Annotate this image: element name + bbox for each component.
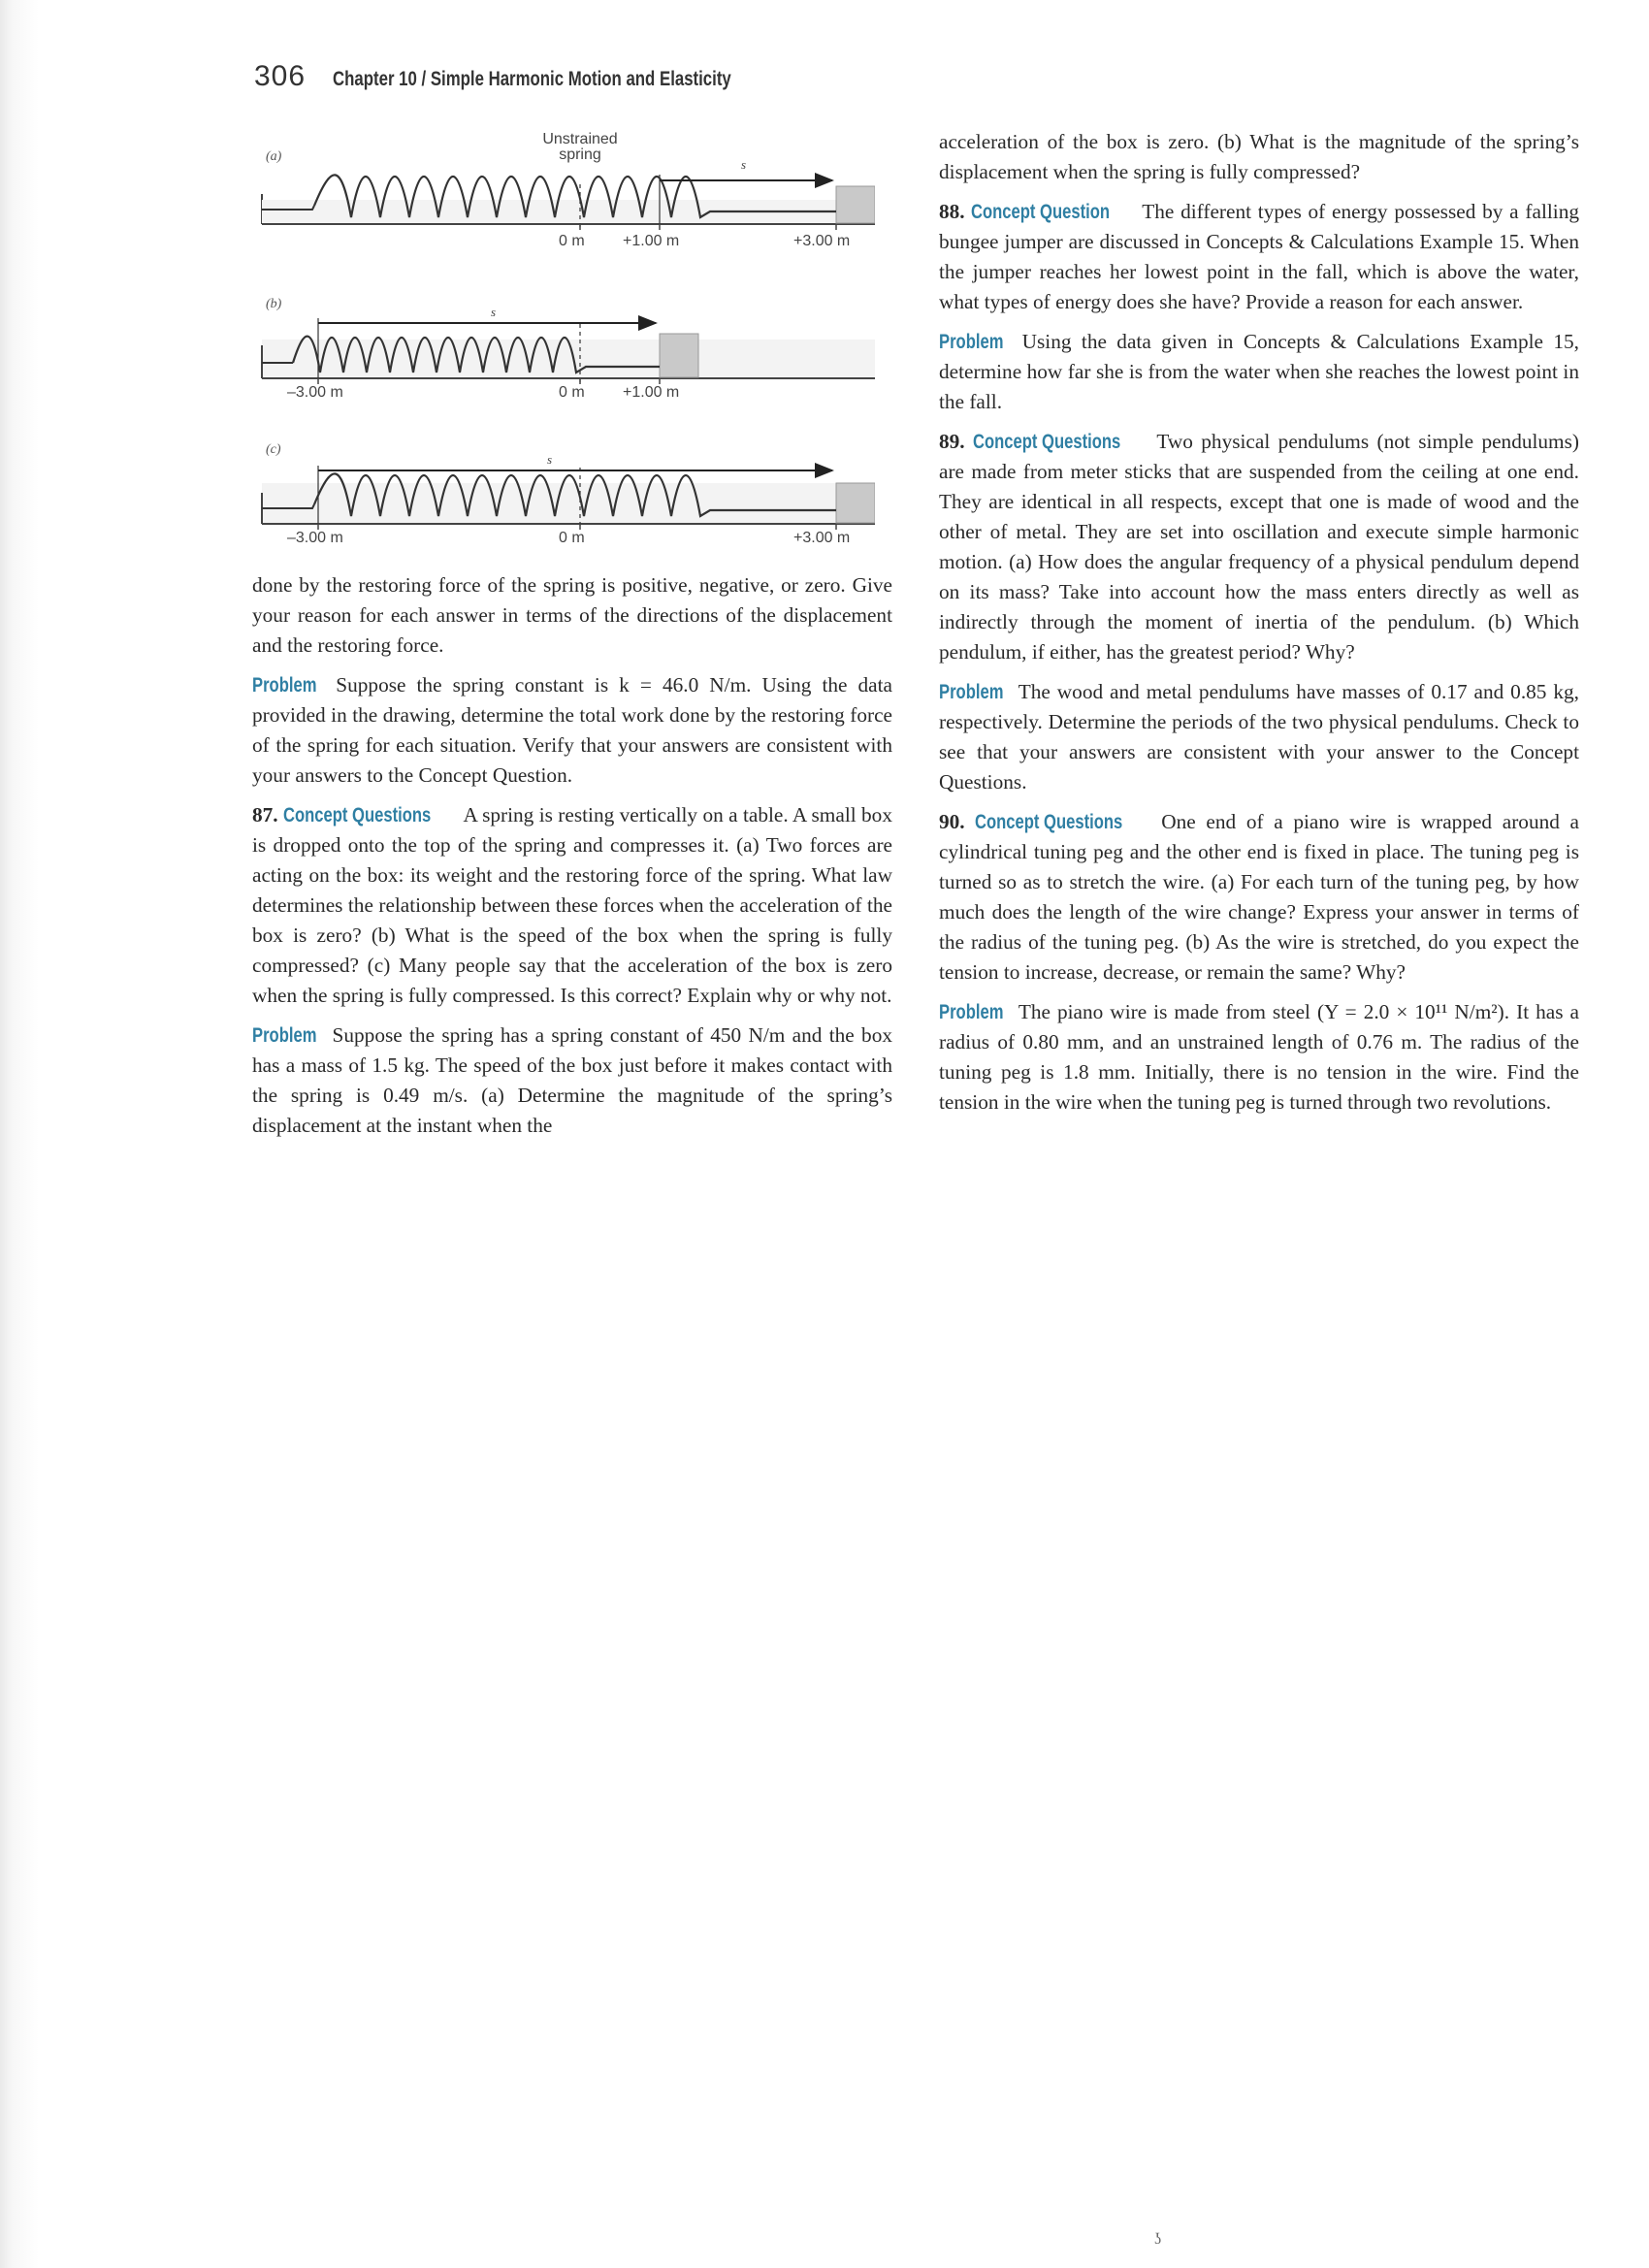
panel-c-drawing (262, 466, 875, 530)
running-header (254, 60, 831, 99)
problem-89 (939, 677, 1579, 797)
problem-text: Using the data given in Concepts & Calculations Example 15, determine how far she is from the water when she reaches the lowest point in the fall. (939, 330, 1580, 413)
question-text: One end of a piano wire is wrapped around a cylindrical tuning peg and the other end is fixed in place. The tuning peg is turned so as to stretch the wire. (a) For each turn of the tuning peg, by how much does the length of the wire change? Express your answer in terms of the radius of the tuning peg. (b) As the wire is stretched, do you expect the tension to increase, decrease, or remain the same? Why? (939, 810, 1580, 984)
spring-diagram (254, 124, 875, 551)
footer-mark: ʖ (1154, 2231, 1162, 2248)
panel-a-tick-1: +1.00 m (623, 233, 680, 249)
panel-b-drawing (262, 318, 875, 384)
panel-b-tick-2: +1.00 m (623, 384, 680, 401)
problem-text: The wood and metal pendulums have masses of 0.17 and 0.85 kg, respectively. Determine the periods of the two physical pendulums. Check to see that your answers are consistent with your answer to the Concept Questions. (939, 680, 1579, 794)
problem-text: The piano wire is made from steel (Y = 2.0 × 10¹¹ N/m²). It has a radius of 0.80 mm, and an unstrained length of 0.76 m. The radius of the tuning peg is 1.8 mm. Initially, there is no tension in the wire. Find the tension in the wire when the tuning peg is turned through two revolutions. (939, 1000, 1579, 1114)
problem-label: Problem (939, 330, 1004, 353)
panel-b-tick-0: –3.00 m (287, 384, 343, 401)
problem-text: Suppose the spring constant is k = 46.0 N/m. Using the data provided in the drawing, determine the total work done by the restoring force of the spring for each situation. Verify that your answers are consistent with your answers to the Concept Question. (252, 673, 892, 787)
problem-text: Suppose the spring has a spring constant of 450 N/m and the box has a mass of 1.5 kg. The speed of the box just before it makes contact with the spring is 0.49 m/s. (a) Determine the magnitude of the spring’s displacement at the instant when the (252, 1023, 892, 1137)
panel-c-tick-1: 0 m (559, 530, 585, 546)
left-column (252, 570, 892, 1150)
panel-b-label: (b) (266, 297, 282, 311)
question-text: The different types of energy possessed by a falling bungee jumper are discussed in Concepts & Calculations Example 15. When the jumper reaches her lowest point in the fall, which is above the water, what types of energy does she have? Provide a reason for each answer. (939, 200, 1579, 313)
panel-a-label: (a) (266, 149, 282, 164)
spring-figure (254, 124, 875, 551)
question-text: Two physical pendulums (not simple pendulums) are made from meter sticks that are suspended from the ceiling at one end. They are identical in all respects, except that one is made of wood and the other of metal. They are set into oscillation and execute simple harmonic motion. (a) How does the angular frequency of a physical pendulum depend on its mass? Take into account how the mass enters directly as well as indirectly through the moment of inertia of the pendulum. (b) Which pendulum, if either, has the greatest period? Why? (939, 430, 1580, 664)
question-90 (939, 807, 1579, 988)
problem-90 (939, 997, 1579, 1118)
continuation-paragraph: done by the restoring force of the spring is positive, negative, or zero. Give your reason for each answer in terms of the directions of the displacement and the restoring force. (252, 573, 892, 657)
problem-label: Problem (939, 680, 1004, 703)
problem-label: Problem (939, 1000, 1004, 1023)
problem-label: Problem (252, 1023, 317, 1047)
panel-a-displacement-label: s (741, 157, 747, 172)
panel-c-tick-2: +3.00 m (793, 530, 851, 546)
panel-b-tick-1: 0 m (559, 384, 585, 401)
question-89 (939, 427, 1579, 667)
panel-a-tick-2: +3.00 m (793, 233, 851, 249)
question-number: 89. (939, 430, 965, 453)
panel-a-drawing (262, 175, 875, 231)
problem-87 (252, 1021, 892, 1141)
panel-a-tick-0: 0 m (559, 233, 585, 249)
page-number: 306 (254, 60, 307, 92)
question-number: 90. (939, 810, 965, 833)
problem-label: Problem (252, 673, 317, 697)
continuation-paragraph: acceleration of the box is zero. (b) What is the magnitude of the spring’s displacement when the spring is fully compressed? (939, 130, 1579, 183)
concept-question-label: Concept Question (971, 200, 1111, 223)
question-88 (939, 197, 1579, 317)
concept-questions-label: Concept Questions (975, 810, 1123, 833)
question-number: 88. (939, 200, 965, 223)
concept-questions-label: Concept Questions (283, 803, 432, 826)
problem-88 (939, 327, 1579, 417)
unstrained-spring-label: Unstrained spring (542, 131, 618, 163)
chapter-title: Chapter 10 / Simple Harmonic Motion and Elasticity (333, 68, 731, 90)
concept-questions-label: Concept Questions (973, 430, 1121, 453)
problem-86 (252, 670, 892, 791)
question-number: 87. (252, 803, 278, 826)
question-text: A spring is resting vertically on a table. A small box is dropped onto the top of the spring and compresses it. (a) Two forces are acting on the box: its weight and the restoring force of the spring. What law determines the relationship between these forces when the acceleration of the box is zero? (b) What is the speed of the box when the spring is fully compressed? (c) Many people say that the acceleration of the box is zero when the spring is fully compressed. Is this correct? Explain why or why not. (252, 803, 892, 1007)
panel-c-displacement-label: s (547, 452, 553, 467)
right-column (939, 127, 1579, 1127)
panel-c-tick-0: –3.00 m (287, 530, 343, 546)
question-87 (252, 800, 892, 1011)
panel-c-label: (c) (266, 442, 281, 457)
panel-b-displacement-label: s (491, 305, 497, 319)
